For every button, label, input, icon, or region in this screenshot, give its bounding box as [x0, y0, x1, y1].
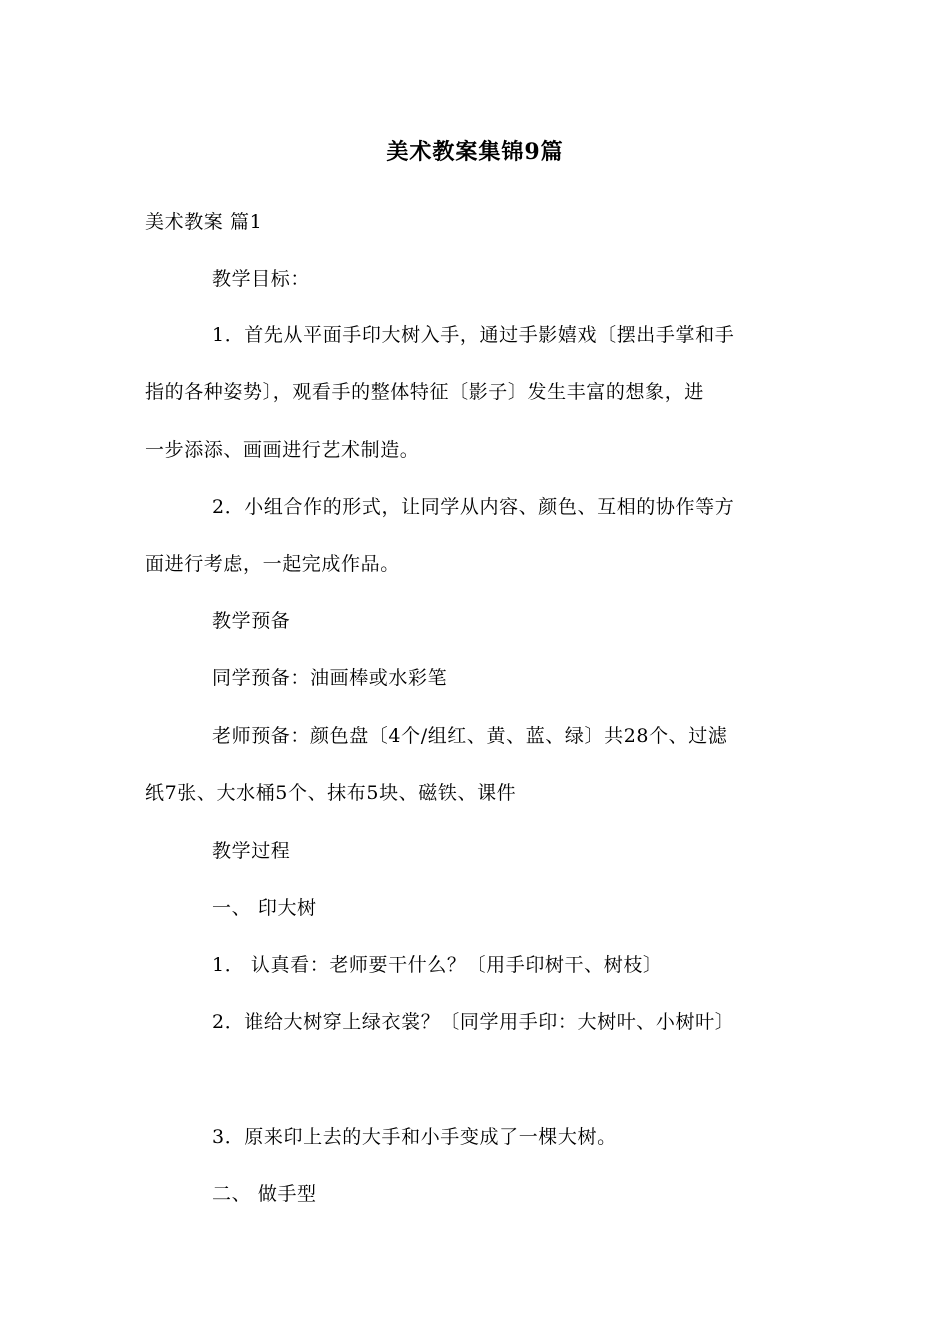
paragraph-line: 教学预备: [212, 610, 291, 632]
paragraph-line: 指的各种姿势〕，观看手的整体特征〔影子〕发生丰富的想象，进: [145, 381, 704, 403]
paragraph-line: 一步添添、画画进行艺术制造。: [145, 439, 420, 461]
paragraph-line: 老师预备：颜色盘〔4个/组红、黄、蓝、绿〕共28个、过滤: [212, 725, 728, 747]
paragraph-line: 二、 做手型: [212, 1183, 317, 1205]
paragraph-line: 3．原来印上去的大手和小手变成了一棵大树。: [212, 1126, 617, 1148]
paragraph-line: 教学目标：: [212, 268, 311, 290]
paragraph-line: 1． 认真看：老师要干什么？〔用手印树干、树枝〕: [212, 954, 663, 976]
paragraph-line: 2．谁给大树穿上绿衣裳？〔同学用手印：大树叶、小树叶〕: [212, 1011, 735, 1033]
paragraph-line: 同学预备：油画棒或水彩笔: [212, 667, 448, 689]
paragraph-line: 面进行考虑，一起完成作品。: [145, 553, 400, 575]
paragraph-line: 2．小组合作的形式，让同学从内容、颜色、互相的协作等方: [212, 496, 735, 518]
paragraph-line: 一、 印大树: [212, 897, 317, 919]
section-heading: 美术教案 篇1: [145, 211, 263, 233]
paragraph-line: 纸7张、大水桶5个、抹布5块、磁铁、课件: [145, 782, 517, 804]
paragraph-line: 1．首先从平面手印大树入手，通过手影嬉戏〔摆出手掌和手: [212, 324, 735, 346]
paragraph-line: 教学过程: [212, 840, 291, 862]
document-title: 美术教案集锦9篇: [386, 139, 564, 165]
